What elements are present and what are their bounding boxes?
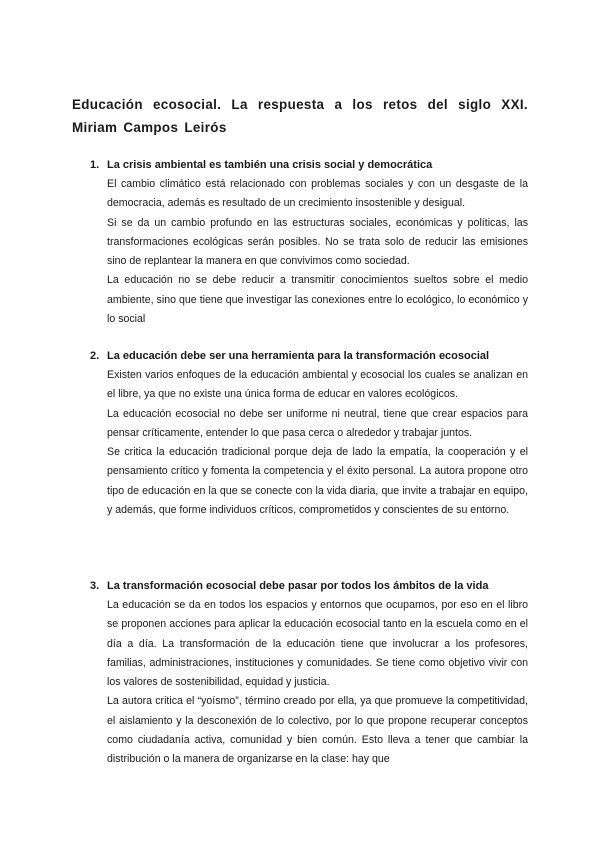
section-heading-text: La educación debe ser una herramienta para la transformación ecosocial — [107, 350, 490, 362]
paragraph: El cambio climático está relacionado con problemas sociales y con un desgaste de la democracia, además es resultado de un crecimiento insostenible y desigual. — [107, 178, 528, 210]
section-heading — [90, 156, 528, 175]
section-number: 3. — [90, 580, 100, 592]
document-title: Educación ecosocial. La respuesta a los retos del siglo XXI. Miriam Campos Leirós — [72, 97, 528, 135]
section-1 — [90, 156, 528, 329]
section-3 — [90, 577, 528, 770]
paragraph: La educación no se debe reducir a transmitir conocimientos sueltos sobre el medio ambiente, sino que tiene que investigar las conexiones entre lo ecológico, lo económico y lo social — [107, 274, 528, 326]
paragraph: La educación ecosocial no debe ser uniforme ni neutral, tiene que crear espacios para pensar críticamente, entender lo que pasa cerca o alrededor y trabajar juntos. — [107, 407, 528, 439]
section-heading — [90, 347, 528, 366]
section-heading — [90, 577, 528, 596]
section-2 — [90, 347, 528, 520]
section-heading-text: La transformación ecosocial debe pasar por todos los ámbitos de la vida — [107, 580, 489, 592]
section-number: 1. — [90, 159, 100, 171]
section-heading-text: La crisis ambiental es también una crisis social y democrática — [107, 159, 433, 171]
paragraph: Se critica la educación tradicional porque deja de lado la empatía, la cooperación y el pensamiento crítico y fomenta la competencia y el éxito personal. La autora propone otro tipo de educación en la que se conecte con la vida diaria, que invite a trabajar en equipo, y además, que forme individuos críticos, comprometidos y conscientes de su entorno. — [107, 446, 528, 517]
section-number: 2. — [90, 350, 100, 362]
paragraph: La educación se da en todos los espacios y entornos que ocupamos, por eso en el libro se proponen acciones para aplicar la educación ecosocial tanto en la escuela como en el día a día. La transformación de la educación tiene que involucrar a los profesores, familias, administraciones, instituciones y comunidades. Se tiene como objetivo vivir con los valores de sostenibilidad, equidad y justicia. — [107, 599, 528, 689]
paragraph: Existen varios enfoques de la educación ambiental y ecosocial los cuales se analizan en el libre, ya que no existe una única forma de educar en valores ecológicos. — [107, 369, 528, 401]
paragraph: Si se da un cambio profundo en las estructuras sociales, económicas y políticas, las transformaciones ecológicas serán posibles. No se trata solo de reducir las emisiones sino de replantear la manera en que convivimos como sociedad. — [107, 216, 528, 268]
paragraph: La autora critica el “yoísmo”, término creado por ella, ya que promueve la competitividad, el aislamiento y la desconexión de lo colectivo, por lo que propone recuperar conceptos como ciudadanía activa, comunidad y bien común. Esto lleva a tener que cambiar la distribución o la manera de organizarse en la clase: hay que — [107, 695, 528, 766]
